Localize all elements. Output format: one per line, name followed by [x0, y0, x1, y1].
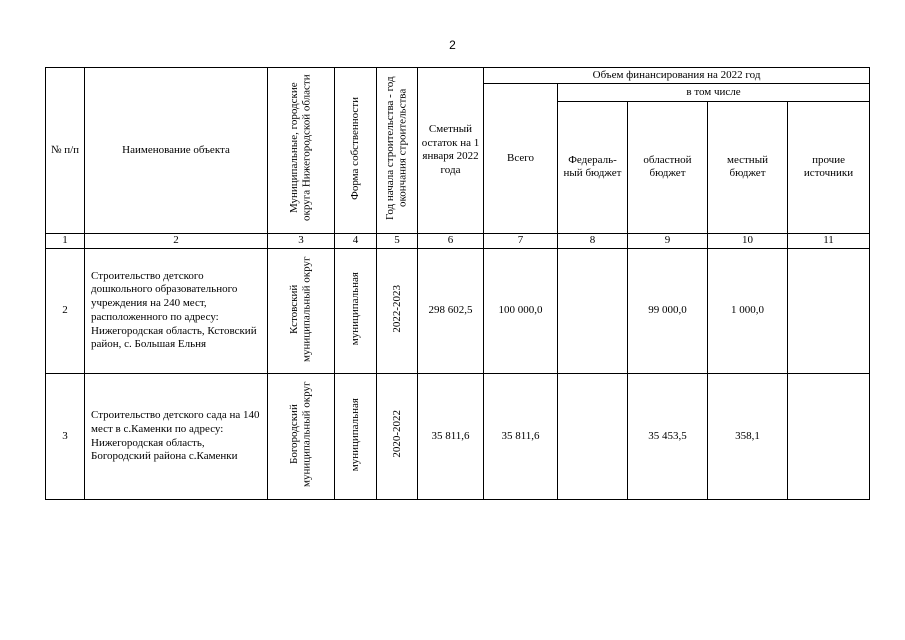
row-object-name: Строительство детского дошкольного образовательного учреждения на 240 мест, расположенного по адресу: Нижегородская область, Кстовский район, с. Большая Ельня: [85, 248, 268, 374]
header-years-label: Год начала строительства - год окончания строительства: [384, 76, 409, 220]
row-num: 3: [46, 374, 85, 500]
row-ownership-text: муниципальная: [349, 397, 362, 471]
row-municipality-text: Богородский муниципальный округ: [288, 381, 313, 488]
row-federal: [558, 248, 628, 374]
header-name: [85, 68, 268, 234]
row-local: 358,1: [708, 374, 788, 500]
header-num: [46, 68, 85, 234]
row-ownership: [335, 248, 377, 374]
header-funding-label: Объем финансирования на 2022 год: [592, 68, 761, 81]
row-years: [377, 248, 418, 374]
header-funding: [484, 68, 870, 84]
column-number-row: [46, 233, 870, 248]
header-other-label: прочие источники: [803, 153, 854, 180]
table-row: [46, 248, 870, 374]
column-number: 6: [418, 233, 484, 248]
row-estimate: 298 602,5: [418, 248, 484, 374]
row-num: 2: [46, 248, 85, 374]
header-regional: [628, 101, 708, 233]
header-municipality: [268, 68, 335, 234]
row-local: 1 000,0: [708, 248, 788, 374]
header-estimate-label: Сметный остаток на 1 января 2022 года: [421, 122, 480, 177]
column-number: 3: [268, 233, 335, 248]
column-number: 4: [335, 233, 377, 248]
header-local-label: местный бюджет: [727, 153, 768, 180]
header-name-label: Наименование объекта: [122, 143, 230, 156]
header-federal: [558, 101, 628, 233]
header-estimate: [418, 68, 484, 234]
column-number: 8: [558, 233, 628, 248]
header-including-label: в том числе: [686, 85, 741, 98]
row-municipality: [268, 374, 335, 500]
row-object-name: Строительство детского сада на 140 мест в с.Каменки по адресу: Нижегородская область, Богородский района с.Каменки: [85, 374, 268, 500]
column-number: 5: [377, 233, 418, 248]
row-years: [377, 374, 418, 500]
row-federal: [558, 374, 628, 500]
header-num-label: № п/п: [50, 143, 80, 156]
header-total-label: Всего: [507, 151, 534, 164]
column-number: 11: [788, 233, 870, 248]
header-federal-label: Федераль-ный бюджет: [563, 153, 622, 180]
row-regional: 99 000,0: [628, 248, 708, 374]
page-number: 2: [449, 38, 456, 52]
column-number: 9: [628, 233, 708, 248]
header-ownership-label: Форма собственности: [349, 96, 362, 200]
header-years: [377, 68, 418, 234]
row-total: 35 811,6: [484, 374, 558, 500]
header-municipality-label: Муниципальные, городские округа Нижегородской области: [288, 74, 313, 222]
table-row: [46, 374, 870, 500]
header-total: [484, 84, 558, 234]
header-ownership: [335, 68, 377, 234]
financing-table: [45, 67, 870, 500]
row-ownership: [335, 374, 377, 500]
row-years-text: 2020-2022: [390, 410, 403, 459]
row-estimate: 35 811,6: [418, 374, 484, 500]
row-other: [788, 248, 870, 374]
row-ownership-text: муниципальная: [349, 271, 362, 346]
header-regional-label: областной бюджет: [643, 153, 692, 180]
row-total: 100 000,0: [484, 248, 558, 374]
row-years-text: 2022-2023: [390, 284, 403, 333]
header-other: [788, 101, 870, 233]
header-including: [558, 84, 870, 102]
header-local: [708, 101, 788, 233]
column-number: 1: [46, 233, 85, 248]
row-municipality-text: Кстовский муниципальный округ: [288, 255, 313, 362]
column-number: 7: [484, 233, 558, 248]
row-municipality: [268, 248, 335, 374]
row-regional: 35 453,5: [628, 374, 708, 500]
row-other: [788, 374, 870, 500]
column-number: 2: [85, 233, 268, 248]
column-number: 10: [708, 233, 788, 248]
